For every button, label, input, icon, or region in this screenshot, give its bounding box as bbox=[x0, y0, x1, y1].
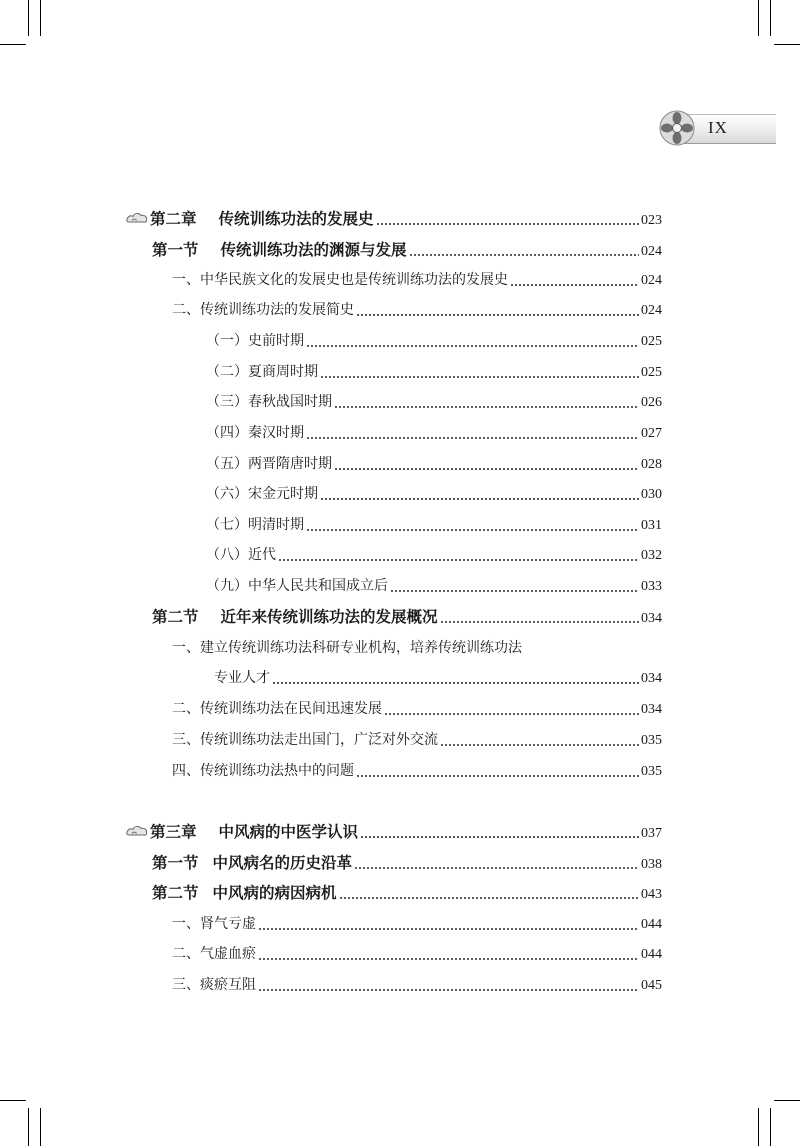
dot-leader bbox=[376, 223, 639, 225]
dot-leader bbox=[409, 254, 639, 256]
toc-section[interactable] bbox=[152, 238, 662, 262]
toc-subitem[interactable] bbox=[206, 329, 662, 353]
dot-leader bbox=[258, 989, 639, 991]
item-title: 二、传统训练功法在民间迅速发展 bbox=[172, 701, 382, 717]
page-ref: 030 bbox=[641, 487, 662, 502]
section-number: 第二节 bbox=[152, 607, 199, 626]
page-ref: 035 bbox=[641, 733, 662, 748]
cloud-bullet-icon bbox=[126, 824, 148, 838]
page-ref: 023 bbox=[641, 213, 662, 228]
crop-mark bbox=[774, 1100, 800, 1101]
crop-mark bbox=[758, 1108, 759, 1146]
page-ref: 028 bbox=[641, 457, 662, 472]
item-title: 一、建立传统训练功法科研专业机构，培养传统训练功法 bbox=[172, 640, 522, 656]
crop-mark bbox=[0, 1100, 26, 1101]
section-title: 中风病的病因病机 bbox=[212, 883, 337, 902]
dot-leader bbox=[306, 529, 639, 531]
toc-item[interactable] bbox=[172, 728, 662, 752]
crop-mark bbox=[0, 44, 26, 45]
item-title: 二、传统训练功法的发展简史 bbox=[172, 302, 354, 318]
crop-mark bbox=[770, 1108, 771, 1146]
toc-item[interactable] bbox=[172, 942, 662, 966]
chapter-number: 第三章 bbox=[150, 822, 197, 841]
item-title-continuation: 专业人才 bbox=[214, 670, 270, 686]
page-ref: 034 bbox=[641, 671, 662, 686]
crop-mark bbox=[28, 0, 29, 36]
dot-leader bbox=[258, 928, 639, 930]
dot-leader bbox=[384, 713, 639, 715]
toc-subitem[interactable] bbox=[206, 390, 662, 414]
cloud-bullet-icon bbox=[126, 211, 148, 225]
dot-leader bbox=[354, 867, 639, 869]
toc-item-first-line[interactable] bbox=[172, 636, 662, 660]
subitem-title: （六）宋金元时期 bbox=[206, 486, 318, 502]
page-ref: 034 bbox=[641, 611, 662, 626]
page-ref: 043 bbox=[641, 887, 662, 902]
dot-leader bbox=[272, 682, 639, 684]
toc-chapter[interactable] bbox=[150, 207, 662, 231]
page-ref: 035 bbox=[641, 764, 662, 779]
subitem-title: （二）夏商周时期 bbox=[206, 364, 318, 380]
toc-subitem[interactable] bbox=[206, 513, 662, 537]
toc-section[interactable] bbox=[152, 881, 662, 905]
dot-leader bbox=[440, 621, 639, 623]
toc-section[interactable] bbox=[152, 605, 662, 629]
section-title: 近年来传统训练功法的发展概况 bbox=[220, 607, 438, 626]
crop-mark bbox=[758, 0, 759, 36]
dot-leader bbox=[510, 284, 639, 286]
toc-item[interactable] bbox=[172, 973, 662, 997]
dot-leader bbox=[334, 468, 639, 470]
dot-leader bbox=[440, 744, 639, 746]
page-number: IX bbox=[708, 118, 728, 137]
dot-leader bbox=[306, 437, 639, 439]
toc-item-continuation[interactable] bbox=[214, 666, 662, 690]
dot-leader bbox=[356, 775, 639, 777]
subitem-title: （四）秦汉时期 bbox=[206, 425, 304, 441]
toc-subitem[interactable] bbox=[206, 574, 662, 598]
item-title: 一、肾气亏虚 bbox=[172, 916, 256, 932]
dot-leader bbox=[390, 590, 639, 592]
item-title: 四、传统训练功法热中的问题 bbox=[172, 763, 354, 779]
toc-subitem[interactable] bbox=[206, 543, 662, 567]
section-number: 第二节 bbox=[152, 883, 199, 902]
page-ref: 033 bbox=[641, 579, 662, 594]
page-ref: 024 bbox=[641, 273, 662, 288]
section-number: 第一节 bbox=[152, 240, 199, 259]
dot-leader bbox=[356, 314, 639, 316]
page-number-badge bbox=[658, 108, 776, 148]
page-ref: 025 bbox=[641, 365, 662, 380]
crop-mark bbox=[770, 0, 771, 36]
page-ref: 037 bbox=[641, 826, 662, 841]
section-number: 第一节 bbox=[152, 853, 199, 872]
page-ref: 044 bbox=[641, 947, 662, 962]
crop-mark bbox=[40, 1108, 41, 1146]
flower-ornament-icon bbox=[658, 109, 696, 147]
section-title: 中风病名的历史沿革 bbox=[212, 853, 353, 872]
crop-mark bbox=[28, 1108, 29, 1146]
dot-leader bbox=[320, 498, 639, 500]
dot-leader bbox=[360, 836, 639, 838]
chapter-number: 第二章 bbox=[150, 209, 197, 228]
dot-leader bbox=[258, 958, 639, 960]
dot-leader bbox=[334, 406, 639, 408]
item-title: 三、痰瘀互阻 bbox=[172, 977, 256, 993]
toc-item[interactable] bbox=[172, 912, 662, 936]
dot-leader bbox=[278, 559, 639, 561]
crop-mark bbox=[774, 44, 800, 45]
toc-section[interactable] bbox=[152, 851, 662, 875]
item-title: 一、中华民族文化的发展史也是传统训练功法的发展史 bbox=[172, 272, 508, 288]
toc-item[interactable] bbox=[172, 697, 662, 721]
page-ref: 025 bbox=[641, 334, 662, 349]
page-ref: 024 bbox=[641, 244, 662, 259]
page-ref: 044 bbox=[641, 917, 662, 932]
page-ref: 032 bbox=[641, 548, 662, 563]
crop-mark bbox=[40, 0, 41, 36]
page-ref: 026 bbox=[641, 395, 662, 410]
dot-leader bbox=[306, 345, 639, 347]
chapter-title: 中风病的中医学认识 bbox=[218, 822, 359, 841]
toc-chapter[interactable] bbox=[150, 820, 662, 844]
subitem-title: （七）明清时期 bbox=[206, 517, 304, 533]
toc-item[interactable] bbox=[172, 268, 662, 292]
chapter-title: 传统训练功法的发展史 bbox=[218, 209, 374, 228]
subitem-title: （三）春秋战国时期 bbox=[206, 394, 332, 410]
toc-item[interactable] bbox=[172, 759, 662, 783]
page-ref: 027 bbox=[641, 426, 662, 441]
toc-subitem[interactable] bbox=[206, 482, 662, 506]
page-ref: 031 bbox=[641, 518, 662, 533]
page-ref: 038 bbox=[641, 857, 662, 872]
toc-subitem[interactable] bbox=[206, 360, 662, 384]
item-title: 二、气虚血瘀 bbox=[172, 946, 256, 962]
subitem-title: （一）史前时期 bbox=[206, 333, 304, 349]
subitem-title: （五）两晋隋唐时期 bbox=[206, 456, 332, 472]
page-ref: 024 bbox=[641, 303, 662, 318]
dot-leader bbox=[320, 376, 639, 378]
item-title: 三、传统训练功法走出国门，广泛对外交流 bbox=[172, 732, 438, 748]
page-ref: 034 bbox=[641, 702, 662, 717]
toc-item[interactable] bbox=[172, 298, 662, 322]
toc-subitem[interactable] bbox=[206, 452, 662, 476]
subitem-title: （九）中华人民共和国成立后 bbox=[206, 578, 388, 594]
section-title: 传统训练功法的渊源与发展 bbox=[220, 240, 407, 259]
toc-subitem[interactable] bbox=[206, 421, 662, 445]
page-ref: 045 bbox=[641, 978, 662, 993]
dot-leader bbox=[339, 897, 639, 899]
subitem-title: （八）近代 bbox=[206, 547, 276, 563]
